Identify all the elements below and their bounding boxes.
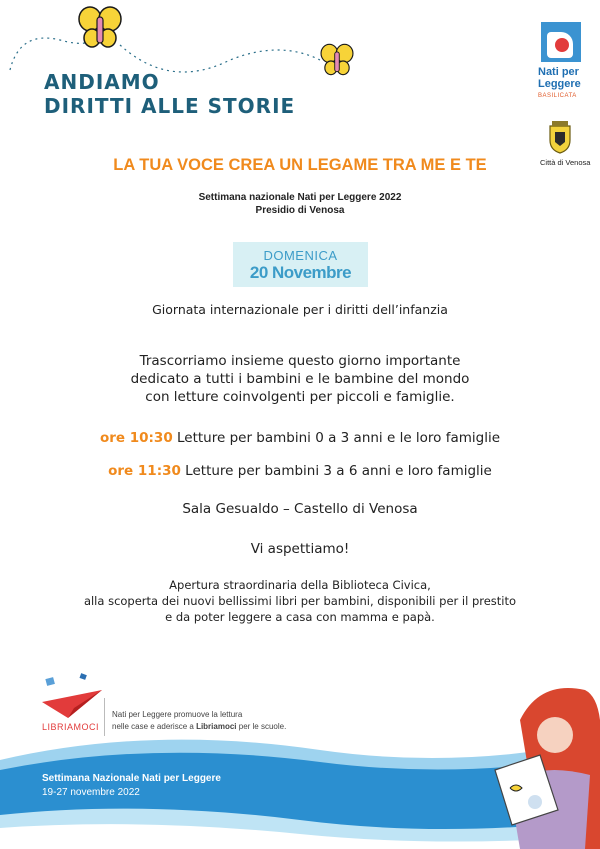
description-line: Trascorriamo insieme questo giorno importante: [139, 353, 461, 369]
occasion-text: Giornata internazionale per i diritti dell’infanzia: [152, 302, 448, 317]
description-line: dedicato a tutti i bambini e le bambine del mondo: [130, 371, 470, 387]
location: Sala Gesualdo – Castello di Venosa: [182, 501, 418, 517]
schedule-time: ore 11:30: [108, 463, 181, 479]
npl-line1: Nati per: [538, 66, 579, 78]
date-day: DOMENICA: [263, 248, 338, 263]
schedule-time: ore 10:30: [99, 430, 173, 446]
schedule-item: [0, 462, 600, 480]
library-note-line: Apertura straordinaria della Biblioteca Civica,: [169, 578, 431, 592]
nati-per-leggere-logo: [541, 22, 581, 62]
schedule-text: Letture per bambini 3 a 6 anni e loro famiglie: [180, 463, 492, 479]
greeting: Vi aspettiamo!: [250, 541, 350, 557]
subtitle-line1: Settimana nazionale Nati per Leggere 2022: [198, 192, 402, 203]
description-line: con letture coinvolgenti per piccoli e famiglie.: [145, 389, 455, 405]
footer-title: Settimana Nazionale Nati per Leggere: [42, 773, 221, 784]
butterfly-icon: [75, 5, 125, 53]
libriamoci-logo-text: LIBRIAMOCI: [42, 722, 100, 732]
schedule-item: [0, 429, 600, 447]
footer-dates: 19-27 novembre 2022: [42, 787, 140, 798]
city-name: Città di Venosa: [540, 158, 591, 167]
date-box: [233, 242, 368, 287]
nati-per-leggere-text: [538, 66, 588, 102]
header-line-2: DIRITTI ALLE STORIE: [44, 94, 296, 118]
date-number: 20 Novembre: [249, 263, 352, 282]
headline: LA TUA VOCE CREA UN LEGAME TRA ME E TE: [113, 156, 487, 174]
library-note: [0, 577, 600, 625]
header-line-1: ANDIAMO: [44, 70, 160, 94]
promo-line2-c: per le scuole.: [236, 722, 287, 731]
promo-line1: Nati per Leggere promuove la lettura: [112, 710, 243, 719]
city-crest-icon: [546, 120, 574, 154]
butterfly-icon: [318, 42, 356, 80]
library-note-line: e da poter leggere a casa con mamma e papà.: [165, 610, 435, 624]
npl-line2: Leggere: [538, 78, 581, 90]
subtitle-line2: Presidio di Venosa: [255, 205, 345, 216]
library-note-line: alla scoperta dei nuovi bellissimi libri per bambini, disponibili per il prestito: [83, 594, 517, 608]
paper-plane-icon: [40, 672, 105, 722]
promo-line2-a: nelle case e aderisce a: [112, 722, 197, 731]
npl-region: BASILICATA: [538, 93, 577, 99]
description: [0, 352, 600, 406]
reading-child-illustration: [480, 680, 600, 849]
promo-line2-b: Libriamoci: [196, 722, 237, 731]
schedule-text: Letture per bambini 0 a 3 anni e le loro famiglie: [172, 430, 501, 446]
